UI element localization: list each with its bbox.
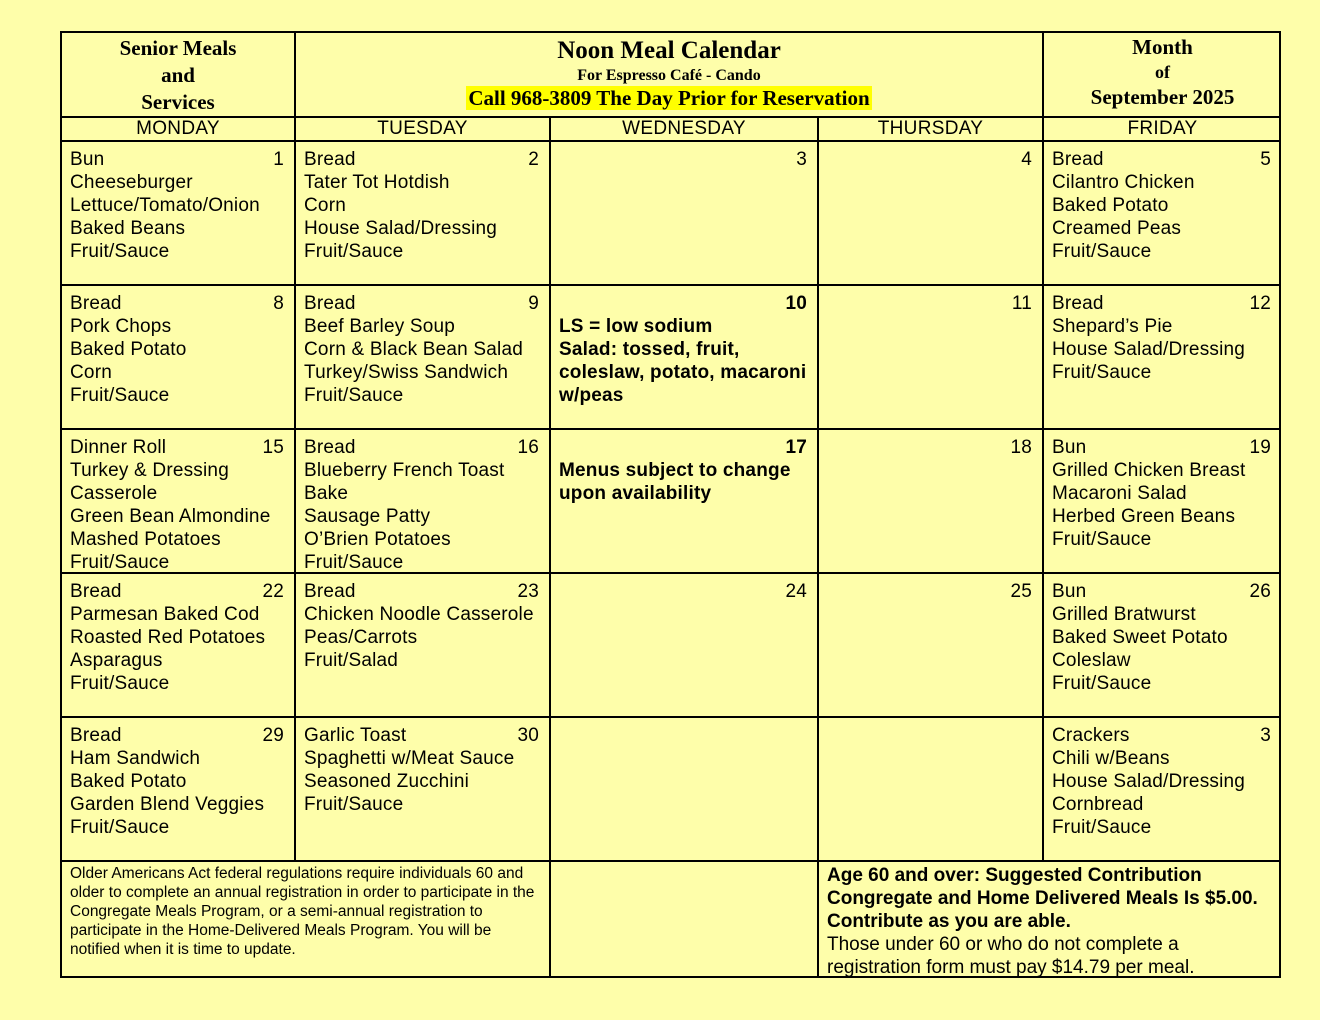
- calendar-day-cell: [1044, 574, 1281, 716]
- menu-item: Cheeseburger: [70, 172, 193, 193]
- menu-item: Coleslaw: [1052, 650, 1131, 671]
- day-number: 22: [262, 581, 284, 602]
- menu-item: Garden Blend Veggies: [70, 794, 265, 815]
- day-number: 2: [528, 149, 539, 170]
- day-number: 18: [1010, 437, 1032, 458]
- day-number: 26: [1249, 581, 1271, 602]
- menu-item: Corn: [304, 195, 346, 216]
- menu-item: Bread: [70, 725, 122, 746]
- menu-item: Fruit/Sauce: [70, 817, 170, 838]
- calendar-day-cell: [1044, 142, 1281, 284]
- menu-item: Fruit/Sauce: [1052, 673, 1152, 694]
- day-number: 11: [1011, 293, 1032, 314]
- menu-item: Ham Sandwich: [70, 748, 201, 769]
- day-number: 24: [785, 581, 807, 602]
- menu-item: Fruit/Sauce: [1052, 362, 1152, 383]
- menu-item: Turkey & Dressing: [70, 460, 229, 481]
- day-number: 10: [785, 293, 807, 314]
- menu-item: Cilantro Chicken: [1052, 172, 1195, 193]
- calendar-day-cell: [819, 286, 1042, 428]
- menu-item: Baked Sweet Potato: [1052, 627, 1228, 648]
- menu-item: Blueberry French Toast: [304, 460, 505, 481]
- menu-item: Green Bean Almondine: [70, 506, 271, 527]
- menu-item: Baked Potato: [70, 771, 187, 792]
- menu-item: Spaghetti w/Meat Sauce: [304, 748, 515, 769]
- month-label-line: of: [1155, 62, 1170, 82]
- calendar-day-cell: [551, 142, 817, 284]
- menu-item: Fruit/Sauce: [1052, 241, 1152, 262]
- calendar-day-cell: [62, 574, 294, 716]
- menu-item: Peas/Carrots: [304, 627, 418, 648]
- menu-item: Chicken Noodle Casserole: [304, 604, 534, 625]
- day-number: 25: [1010, 581, 1032, 602]
- day-number: 17: [785, 437, 807, 458]
- menu-item: Pork Chops: [70, 316, 172, 337]
- menu-item: Bread: [1052, 293, 1104, 314]
- menu-item: Bread: [304, 437, 356, 458]
- menu-item: LS = low sodium: [559, 316, 713, 337]
- menu-item: Fruit/Sauce: [70, 241, 170, 262]
- menu-item: Fruit/Sauce: [70, 673, 170, 694]
- calendar-day-cell: [1044, 718, 1281, 860]
- calendar-day-cell: [62, 718, 294, 860]
- menu-item: Fruit/Sauce: [304, 385, 404, 406]
- calendar-day-cell: [1044, 286, 1281, 428]
- menu-item: Beef Barley Soup: [304, 316, 456, 337]
- day-number: 16: [517, 437, 539, 458]
- calendar-day-cell: [551, 286, 817, 428]
- day-header-wednesday: WEDNESDAY: [622, 118, 746, 139]
- calendar-day-cell: [296, 286, 549, 428]
- menu-item: Bake: [304, 483, 349, 504]
- day-number: 19: [1249, 437, 1271, 458]
- menu-item: Menus subject to change upon availability: [559, 460, 791, 504]
- calendar-day-cell: [551, 718, 817, 860]
- menu-item: Creamed Peas: [1052, 218, 1182, 239]
- menu-item: Asparagus: [70, 650, 163, 671]
- menu-item: Corn: [70, 362, 112, 383]
- menu-item: Parmesan Baked Cod: [70, 604, 260, 625]
- meal-calendar: [60, 31, 1281, 978]
- menu-item: Bread: [70, 581, 122, 602]
- calendar-day-cell: [1044, 430, 1281, 572]
- menu-item: Mashed Potatoes: [70, 529, 221, 550]
- calendar-day-cell: [296, 142, 549, 284]
- day-number: 12: [1249, 293, 1271, 314]
- menu-item: [559, 292, 809, 315]
- menu-item: Tater Tot Hotdish: [304, 172, 450, 193]
- contribution-notice: [819, 862, 1281, 978]
- menu-item: Seasoned Zucchini: [304, 771, 470, 792]
- day-number: 5: [1260, 149, 1271, 170]
- calendar-day-cell: [62, 430, 294, 572]
- day-number: 8: [273, 293, 284, 314]
- menu-item: Bun: [1052, 437, 1087, 458]
- calendar-day-cell: [296, 430, 549, 572]
- menu-item: Baked Potato: [70, 339, 187, 360]
- menu-item: Fruit/Sauce: [304, 241, 404, 262]
- day-number: 1: [273, 149, 284, 170]
- org-name-line: Services: [141, 90, 215, 114]
- calendar-day-cell: [62, 142, 294, 284]
- menu-item: Dinner Roll: [70, 437, 167, 458]
- menu-item: O’Brien Potatoes: [304, 529, 451, 550]
- calendar-day-cell: [551, 574, 817, 716]
- menu-item: House Salad/Dressing: [1052, 771, 1246, 792]
- reservation-notice: Call 968-3809 The Day Prior for Reservation: [468, 86, 870, 110]
- day-number: 30: [517, 725, 539, 746]
- menu-item: Bun: [1052, 581, 1087, 602]
- month-label-line: Month: [1132, 35, 1193, 59]
- menu-item: Turkey/Swiss Sandwich: [304, 362, 509, 383]
- menu-item: Salad: tossed, fruit, coleslaw, potato, macaroni w/peas: [559, 339, 807, 406]
- menu-item: Bread: [304, 581, 356, 602]
- month-label-line: September 2025: [1090, 85, 1235, 109]
- org-name-line: Senior Meals: [119, 36, 237, 60]
- menu-item: Bread: [1052, 149, 1104, 170]
- calendar-title: Noon Meal Calendar: [557, 37, 781, 64]
- menu-item: Sausage Patty: [304, 506, 431, 527]
- menu-item: House Salad/Dressing: [304, 218, 498, 239]
- day-header-thursday: THURSDAY: [877, 118, 984, 139]
- month-label: [1044, 33, 1281, 118]
- calendar-day-cell: [296, 574, 549, 716]
- menu-item: Chili w/Beans: [1052, 748, 1170, 769]
- menu-item: Garlic Toast: [304, 725, 407, 746]
- menu-item: Roasted Red Potatoes: [70, 627, 266, 648]
- menu-item: Crackers: [1052, 725, 1130, 746]
- menu-item: Casserole: [70, 483, 158, 504]
- menu-item: Fruit/Sauce: [1052, 529, 1152, 550]
- calendar-day-cell: [62, 286, 294, 428]
- menu-item: [559, 436, 809, 459]
- menu-item: Bun: [70, 149, 105, 170]
- menu-item: Fruit/Sauce: [304, 794, 404, 815]
- day-header-tuesday: TUESDAY: [377, 118, 468, 139]
- day-number: 3: [1260, 725, 1271, 746]
- menu-item: Bread: [304, 149, 356, 170]
- menu-item: Baked Beans: [70, 218, 186, 239]
- day-number: 3: [796, 149, 807, 170]
- org-name-line: and: [161, 63, 195, 87]
- menu-item: Bread: [70, 293, 122, 314]
- calendar-day-cell: [819, 142, 1042, 284]
- menu-item: Corn & Black Bean Salad: [304, 339, 523, 360]
- calendar-day-cell: [819, 574, 1042, 716]
- menu-item: Fruit/Sauce: [70, 385, 170, 406]
- registration-notice: Older Americans Act federal regulations require individuals 60 and older to complete an annual registration in order to participate in the Congregate Meals Program, or a semi-annual registration to participate in the Home-Delivered Meals Program. You will be notified when it is time to update.: [70, 865, 535, 958]
- menu-item: Herbed Green Beans: [1052, 506, 1236, 527]
- menu-item: Shepard’s Pie: [1052, 316, 1173, 337]
- calendar-day-cell: [296, 718, 549, 860]
- day-number: 29: [262, 725, 284, 746]
- day-header-monday: MONDAY: [136, 118, 220, 139]
- contribution-bold-text: Age 60 and over: Suggested Contribution Congregate and Home Delivered Meals Is $5.00. Contribute as you are able.: [827, 865, 1258, 932]
- calendar-day-cell: [819, 430, 1042, 572]
- org-name: [62, 33, 294, 118]
- day-number: 9: [528, 293, 539, 314]
- menu-item: Fruit/Salad: [304, 650, 399, 671]
- menu-item: Fruit/Sauce: [70, 552, 170, 573]
- menu-item: House Salad/Dressing: [1052, 339, 1246, 360]
- menu-item: Fruit/Sauce: [304, 552, 404, 573]
- menu-item: Bread: [304, 293, 356, 314]
- calendar-day-cell: [551, 430, 817, 572]
- menu-item: Fruit/Sauce: [1052, 817, 1152, 838]
- calendar-subtitle: For Espresso Café - Cando: [577, 67, 761, 84]
- day-header-friday: FRIDAY: [1127, 118, 1198, 139]
- menu-item: Baked Potato: [1052, 195, 1169, 216]
- day-number: 15: [262, 437, 284, 458]
- menu-item: Grilled Chicken Breast: [1052, 460, 1246, 481]
- day-number: 4: [1021, 149, 1032, 170]
- menu-item: Lettuce/Tomato/Onion: [70, 195, 260, 216]
- calendar-day-cell: [819, 718, 1042, 860]
- menu-item: Macaroni Salad: [1052, 483, 1187, 504]
- calendar-title-block: [296, 33, 1042, 116]
- menu-item: Grilled Bratwurst: [1052, 604, 1196, 625]
- menu-item: Cornbread: [1052, 794, 1144, 815]
- day-number: 23: [517, 581, 539, 602]
- contribution-note-text: Those under 60 or who do not complete a registration form must pay $14.79 per meal.: [827, 934, 1195, 978]
